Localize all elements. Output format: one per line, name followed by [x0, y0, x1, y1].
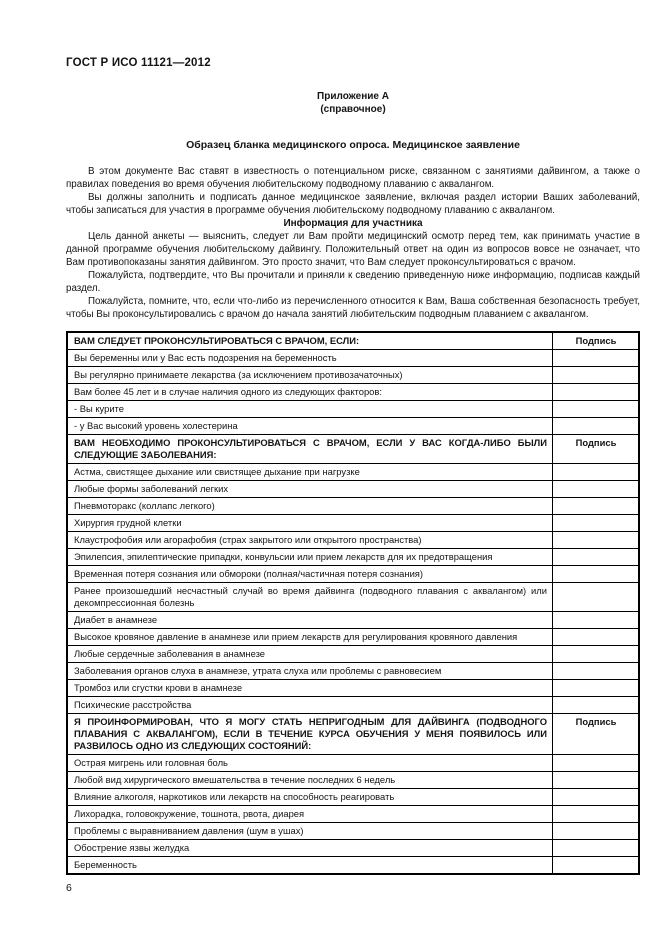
- table-row: [67, 464, 639, 481]
- table-row: [67, 515, 639, 532]
- table-row: [67, 823, 639, 840]
- table-row: [67, 840, 639, 857]
- page-number: 6: [66, 882, 72, 894]
- condition-cell: Влияние алкоголя, наркотиков или лекарств на способность реагировать: [67, 789, 553, 806]
- table-row: [67, 498, 639, 515]
- table-row: [67, 350, 639, 367]
- signature-cell[interactable]: [553, 350, 640, 367]
- signature-cell[interactable]: [553, 697, 640, 714]
- intro-paragraph: Вы должны заполнить и подписать данное медицинское заявление, включая раздел истории Ваших заболеваний, чтобы записаться для участия в программе обучения любительскому подводному плаванию с аквалангом.: [66, 192, 640, 216]
- signature-cell[interactable]: [553, 823, 640, 840]
- signature-cell[interactable]: [553, 680, 640, 697]
- condition-cell: Пневмоторакс (коллапс легкого): [67, 498, 553, 515]
- signature-column-header: Подпись: [553, 332, 640, 350]
- participant-info-heading: Информация для участника: [283, 218, 423, 229]
- signature-cell[interactable]: [553, 384, 640, 401]
- signature-cell[interactable]: [553, 401, 640, 418]
- signature-cell[interactable]: [553, 498, 640, 515]
- table-row: [67, 549, 639, 566]
- condition-cell: Высокое кровяное давление в анамнезе или прием лекарств для регулирования кровяного давления: [67, 629, 553, 646]
- table-row: [67, 566, 639, 583]
- signature-cell[interactable]: [553, 772, 640, 789]
- table-row: [67, 789, 639, 806]
- appendix-kind: (справочное): [320, 104, 386, 115]
- info-paragraph: Цель данной анкеты — выяснить, следует ли Вам пройти медицинский осмотр перед тем, как принимать участие в данной программе обучения любительскому дайвингу. Положительный ответ на один из вопросов вовсе не означает, что Вам противопоказаны занятия дайвингом. Это просто значит, что Вам следует проконсультироваться с врачом.: [66, 231, 640, 268]
- info-paragraph: Пожалуйста, помните, что, если что-либо из перечисленного относится к Вам, Ваша собственная безопасность требует, чтобы Вы проконсультировались с врачом до начала занятий любительским подводным плаванием с аквалангом.: [66, 296, 640, 320]
- signature-cell[interactable]: [553, 857, 640, 875]
- table-row: [67, 583, 639, 612]
- condition-cell: Вы беременны или у Вас есть подозрения на беременность: [67, 350, 553, 367]
- appendix-heading: [66, 90, 640, 116]
- signature-cell[interactable]: [553, 646, 640, 663]
- signature-cell[interactable]: [553, 629, 640, 646]
- signature-cell[interactable]: [553, 532, 640, 549]
- table-row: [67, 697, 639, 714]
- condition-cell: Обострение язвы желудка: [67, 840, 553, 857]
- signature-cell[interactable]: [553, 612, 640, 629]
- table-row: [67, 772, 639, 789]
- condition-cell: - Вы курите: [67, 401, 553, 418]
- section-header-cell: ВАМ НЕОБХОДИМО ПРОКОНСУЛЬТИРОВАТЬСЯ С ВРАЧОМ, ЕСЛИ У ВАС КОГДА-ЛИБО БЫЛИ СЛЕДУЮЩИЕ ЗАБОЛЕВАНИЯ:: [67, 435, 553, 464]
- table-row: [67, 755, 639, 772]
- table-row: [67, 680, 639, 697]
- table-row: [67, 418, 639, 435]
- condition-cell: Клаустрофобия или агорафобия (страх закрытого или открытого пространства): [67, 532, 553, 549]
- medical-table-body: [67, 332, 639, 874]
- condition-cell: Заболевания органов слуха в анамнезе, утрата слуха или проблемы с равновесием: [67, 663, 553, 680]
- signature-column-header: Подпись: [553, 714, 640, 755]
- signature-cell[interactable]: [553, 806, 640, 823]
- condition-cell: Лихорадка, головокружение, тошнота, рвота, диарея: [67, 806, 553, 823]
- condition-cell: Диабет в анамнезе: [67, 612, 553, 629]
- condition-cell: Вам более 45 лет и в случае наличия одного из следующих факторов:: [67, 384, 553, 401]
- condition-cell: Любые формы заболеваний легких: [67, 481, 553, 498]
- table-row: [67, 806, 639, 823]
- signature-cell[interactable]: [553, 418, 640, 435]
- table-row: [67, 629, 639, 646]
- signature-cell[interactable]: [553, 481, 640, 498]
- signature-column-header: Подпись: [553, 435, 640, 464]
- condition-cell: Ранее произошедший несчастный случай во время дайвинга (подводного плавания с аквалангом) или декомпрессионная болезнь: [67, 583, 553, 612]
- signature-cell[interactable]: [553, 549, 640, 566]
- condition-cell: Хирургия грудной клетки: [67, 515, 553, 532]
- signature-cell[interactable]: [553, 663, 640, 680]
- table-section-header-row: [67, 435, 639, 464]
- medical-questionnaire-table: [66, 331, 640, 875]
- table-row: [67, 384, 639, 401]
- condition-cell: Эпилепсия, эпилептические припадки, конвульсии или прием лекарств для их предотвращения: [67, 549, 553, 566]
- table-section-header-row: [67, 714, 639, 755]
- condition-cell: Вы регулярно принимаете лекарства (за исключением противозачаточных): [67, 367, 553, 384]
- condition-cell: Астма, свистящее дыхание или свистящее дыхание при нагрузке: [67, 464, 553, 481]
- intro-paragraph: В этом документе Вас ставят в известность о потенциальном риске, связанном с занятиями дайвингом, а также о правилах поведения во время обучения любительскому подводному плаванию с аквалангом.: [66, 166, 640, 190]
- section-header-cell: Я ПРОИНФОРМИРОВАН, ЧТО Я МОГУ СТАТЬ НЕПРИГОДНЫМ ДЛЯ ДАЙВИНГА (ПОДВОДНОГО ПЛАВАНИЯ С АКВАЛАНГОМ), ЕСЛИ В ТЕЧЕНИЕ КУРСА ОБУЧЕНИЯ У МЕНЯ ПОЯВИЛОСЬ ИЛИ РАЗВИЛОСЬ ОДНО ИЗ СЛЕДУЮЩИХ СОСТОЯНИЙ:: [67, 714, 553, 755]
- condition-cell: Психические расстройства: [67, 697, 553, 714]
- table-row: [67, 612, 639, 629]
- table-row: [67, 532, 639, 549]
- intro-section: [66, 165, 640, 321]
- table-row: [67, 663, 639, 680]
- condition-cell: Любой вид хирургического вмешательства в течение последних 6 недель: [67, 772, 553, 789]
- condition-cell: Временная потеря сознания или обмороки (полная/частичная потеря сознания): [67, 566, 553, 583]
- section-header-cell: ВАМ СЛЕДУЕТ ПРОКОНСУЛЬТИРОВАТЬСЯ С ВРАЧОМ, ЕСЛИ:: [67, 332, 553, 350]
- signature-cell[interactable]: [553, 755, 640, 772]
- signature-cell[interactable]: [553, 789, 640, 806]
- signature-cell[interactable]: [553, 367, 640, 384]
- info-paragraph: Пожалуйста, подтвердите, что Вы прочитали и приняли к сведению приведенную ниже информацию, подписав каждый раздел.: [66, 270, 640, 294]
- table-section-header-row: [67, 332, 639, 350]
- condition-cell: Острая мигрень или головная боль: [67, 755, 553, 772]
- document-code: ГОСТ Р ИСО 11121—2012: [66, 57, 211, 69]
- table-row: [67, 646, 639, 663]
- signature-cell[interactable]: [553, 566, 640, 583]
- signature-cell[interactable]: [553, 515, 640, 532]
- signature-cell[interactable]: [553, 583, 640, 612]
- condition-cell: Беременность: [67, 857, 553, 875]
- condition-cell: Любые сердечные заболевания в анамнезе: [67, 646, 553, 663]
- table-row: [67, 401, 639, 418]
- table-row: [67, 481, 639, 498]
- signature-cell[interactable]: [553, 840, 640, 857]
- table-row: [67, 857, 639, 875]
- condition-cell: - у Вас высокий уровень холестерина: [67, 418, 553, 435]
- table-row: [67, 367, 639, 384]
- page-title: Образец бланка медицинского опроса. Медицинское заявление: [186, 139, 520, 151]
- condition-cell: Проблемы с выравниванием давления (шум в ушах): [67, 823, 553, 840]
- appendix-label: Приложение А: [317, 91, 389, 102]
- condition-cell: Тромбоз или сгустки крови в анамнезе: [67, 680, 553, 697]
- signature-cell[interactable]: [553, 464, 640, 481]
